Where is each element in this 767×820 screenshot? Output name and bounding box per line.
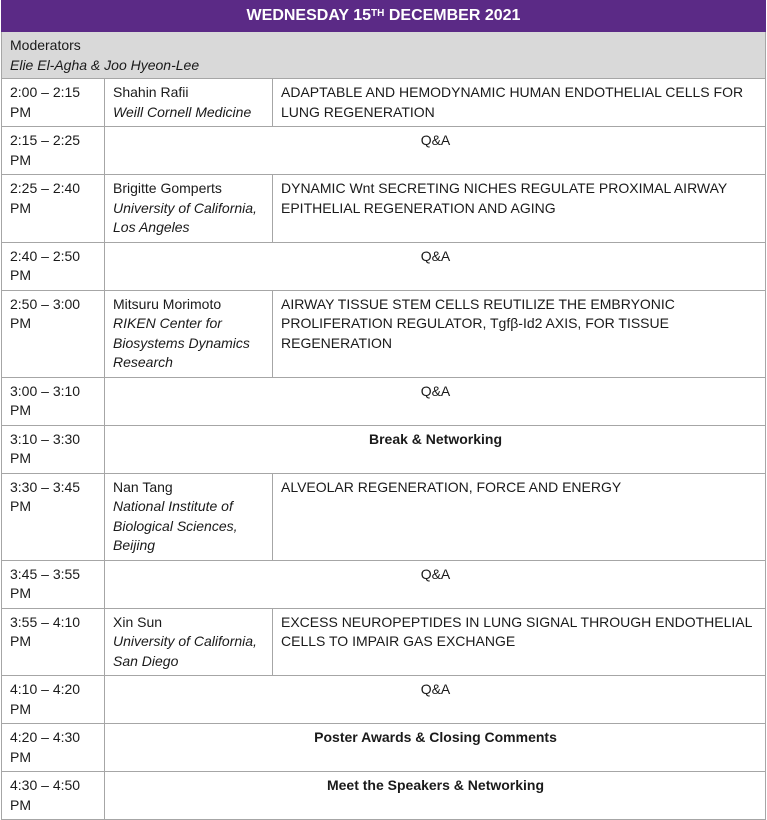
speaker-cell <box>105 473 273 560</box>
session-note: Poster Awards & Closing Comments <box>105 724 766 772</box>
speaker-name: Xin Sun <box>113 613 163 630</box>
session-note-row <box>2 772 766 820</box>
time-slot: 2:15 – 2:25 PM <box>2 127 105 175</box>
talk-title: DYNAMIC Wnt SECRETING NICHES REGULATE PROXIMAL AIRWAY EPITHELIAL REGENERATION AND AGING <box>273 175 766 243</box>
speaker-cell <box>105 290 273 377</box>
session-note-row <box>2 724 766 772</box>
time-slot: 3:30 – 3:45 PM <box>2 473 105 560</box>
time-slot: 2:50 – 3:00 PM <box>2 290 105 377</box>
speaker-name: Brigitte Gomperts <box>113 180 222 196</box>
talk-row <box>2 175 766 243</box>
moderators-label: Moderators <box>10 37 81 53</box>
schedule-header-row <box>2 1 766 32</box>
time-slot: 4:20 – 4:30 PM <box>2 724 105 772</box>
speaker-name: Nan Tang <box>113 478 173 495</box>
time-slot: 2:00 – 2:15 PM <box>2 79 105 127</box>
speaker-affiliation: University of California, San Diego <box>113 633 257 669</box>
session-note: Q&A <box>105 127 766 175</box>
talk-row <box>2 608 766 676</box>
session-note: Q&A <box>105 242 766 290</box>
schedule-table <box>1 0 766 820</box>
session-note-row <box>2 377 766 425</box>
speaker-name: Mitsuru Morimoto <box>113 295 222 312</box>
time-slot: 3:45 – 3:55 PM <box>2 560 105 608</box>
time-slot: 2:40 – 2:50 PM <box>2 242 105 290</box>
moderators-row <box>2 32 766 79</box>
session-note-row <box>2 676 766 724</box>
talk-title: EXCESS NEUROPEPTIDES IN LUNG SIGNAL THROUGH ENDOTHELIAL CELLS TO IMPAIR GAS EXCHANGE <box>273 608 766 676</box>
speaker-cell <box>105 79 273 127</box>
session-note: Q&A <box>105 560 766 608</box>
time-slot: 3:55 – 4:10 PM <box>2 608 105 676</box>
moderators-names: Elie El-Agha & Joo Hyeon-Lee <box>10 56 200 73</box>
time-slot: 3:00 – 3:10 PM <box>2 377 105 425</box>
speaker-name: Shahin Rafii <box>113 84 189 100</box>
session-note-row <box>2 560 766 608</box>
talk-row <box>2 79 766 127</box>
speaker-cell <box>105 175 273 243</box>
session-note: Meet the Speakers & Networking <box>105 772 766 820</box>
session-note-row <box>2 127 766 175</box>
talk-title: AIRWAY TISSUE STEM CELLS REUTILIZE THE EMBRYONIC PROLIFERATION REGULATOR, Tgfβ-Id2 AXIS, FOR TISSUE REGENERATION <box>273 290 766 377</box>
session-note-row <box>2 425 766 473</box>
moderators-cell <box>2 32 766 79</box>
session-note: Q&A <box>105 377 766 425</box>
speaker-affiliation: Weill Cornell Medicine <box>113 103 252 120</box>
time-slot: 2:25 – 2:40 PM <box>2 175 105 243</box>
talk-row <box>2 290 766 377</box>
speaker-affiliation: National Institute of Biological Sciences, Beijing <box>113 498 238 553</box>
time-slot: 4:10 – 4:20 PM <box>2 676 105 724</box>
speaker-cell <box>105 608 273 676</box>
talk-title: ADAPTABLE AND HEMODYNAMIC HUMAN ENDOTHELIAL CELLS FOR LUNG REGENERATION <box>273 79 766 127</box>
speaker-affiliation: University of California, Los Angeles <box>113 199 257 235</box>
time-slot: 4:30 – 4:50 PM <box>2 772 105 820</box>
talk-title: ALVEOLAR REGENERATION, FORCE AND ENERGY <box>273 473 766 560</box>
session-note: Break & Networking <box>105 425 766 473</box>
schedule-date-heading: WEDNESDAY 15TH DECEMBER 2021 <box>2 1 766 32</box>
talk-row <box>2 473 766 560</box>
session-note-row <box>2 242 766 290</box>
time-slot: 3:10 – 3:30 PM <box>2 425 105 473</box>
session-note: Q&A <box>105 676 766 724</box>
speaker-affiliation: RIKEN Center for Biosystems Dynamics Research <box>113 315 250 370</box>
